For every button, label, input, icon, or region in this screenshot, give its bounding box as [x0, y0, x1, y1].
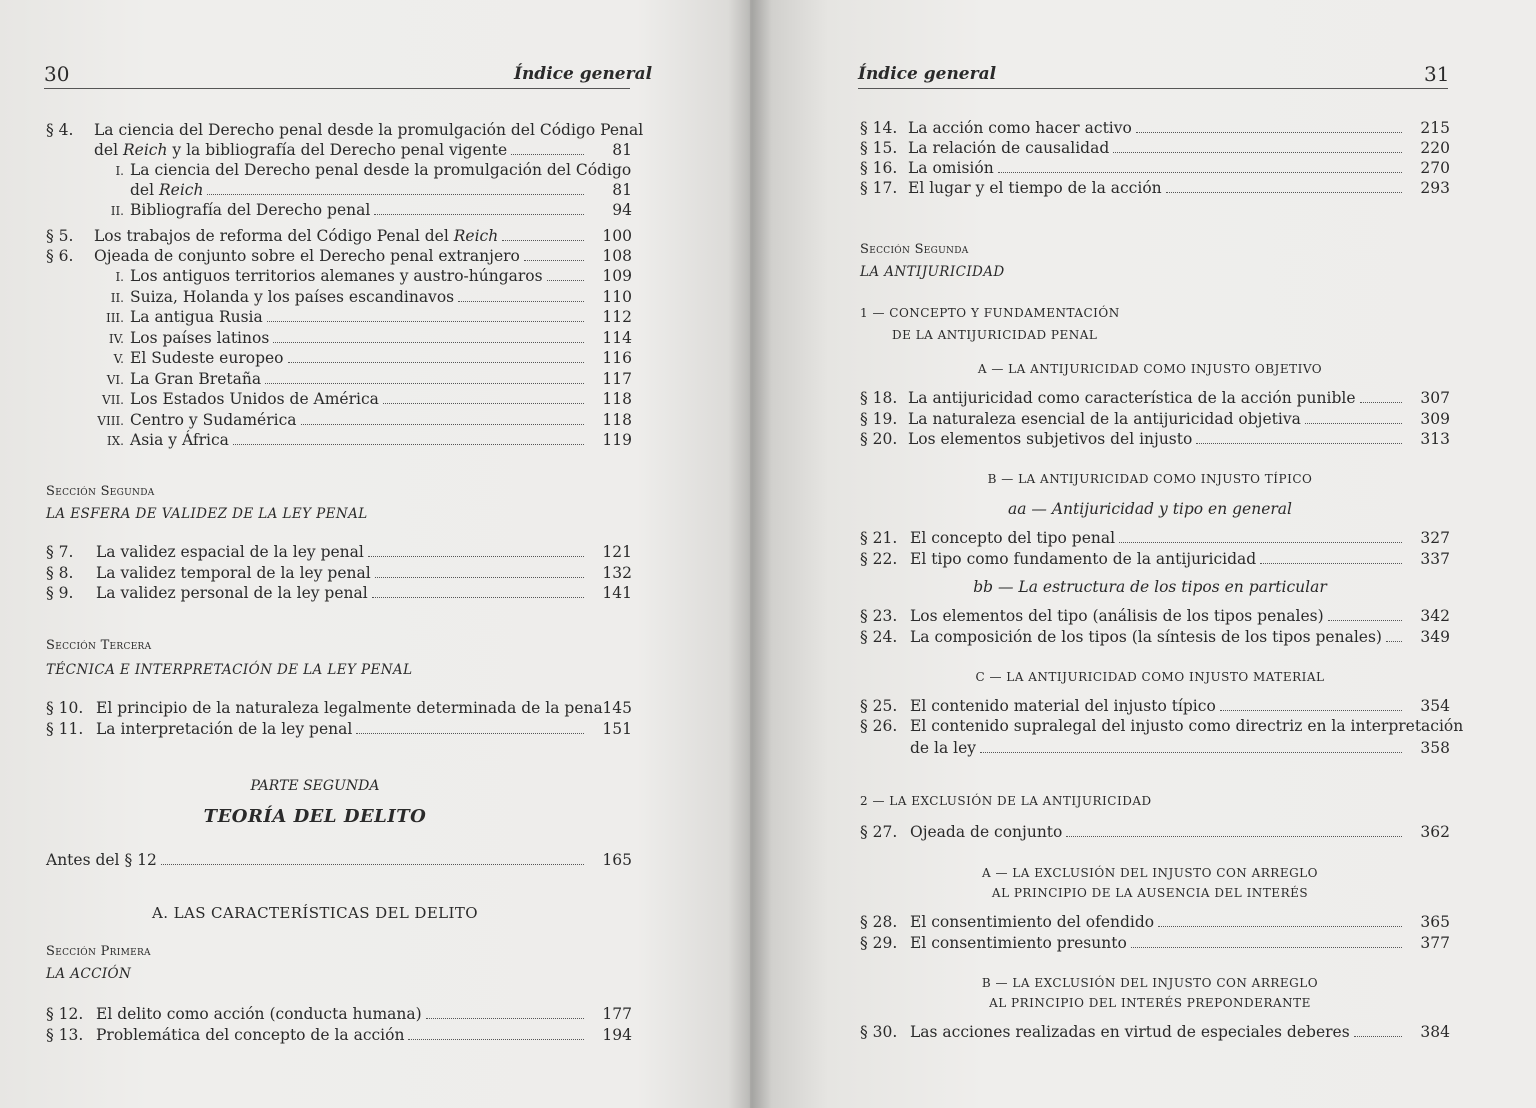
part-label: PARTE SEGUNDA	[250, 778, 380, 794]
dot-leader	[1131, 947, 1402, 948]
toc-entry	[46, 719, 632, 739]
toc-page: 220	[1420, 139, 1450, 157]
toc-text: El concepto del tipo penal	[910, 529, 1116, 547]
chapter-heading: 1 — CONCEPTO Y FUNDAMENTACIÓN	[860, 306, 1120, 320]
toc-text: Asia y África	[130, 431, 229, 449]
book-gutter	[728, 0, 772, 1108]
toc-page: 327	[1420, 529, 1450, 547]
toc-page: 194	[602, 1026, 632, 1044]
toc-text: La relación de causalidad	[908, 139, 1110, 157]
dot-leader	[1113, 152, 1402, 153]
toc-entry	[46, 369, 632, 389]
toc-entry	[46, 430, 632, 450]
toc-page: 118	[602, 390, 632, 408]
chapter-heading: A. LAS CARACTERÍSTICAS DEL DELITO	[152, 904, 478, 922]
subsection-heading: AL PRINCIPIO DEL INTERÉS PREPONDERANTE	[989, 996, 1311, 1010]
toc-number: § 10.	[46, 699, 84, 717]
toc-page: 112	[602, 308, 632, 326]
toc-entry: § 30. Las acciones realizadas en virtud de especiales deberes 384	[860, 1023, 1450, 1041]
part-title: TEORÍA DEL DELITO	[203, 806, 427, 827]
toc-entry	[860, 627, 1450, 647]
toc-entry	[860, 409, 1450, 429]
toc-entry: II. Bibliografía del Derecho penal 94	[110, 201, 632, 219]
toc-entry	[46, 389, 632, 409]
toc-entry	[46, 410, 632, 430]
toc-entry	[46, 348, 632, 368]
toc-text: El consentimiento presunto	[910, 933, 1127, 952]
dot-leader	[408, 1039, 584, 1040]
toc-entry	[860, 912, 1450, 932]
page-number: 31	[1424, 62, 1450, 86]
subsection-heading: B — LA ANTIJURICIDAD COMO INJUSTO TÍPICO	[987, 472, 1313, 486]
subsection-heading: C — LA ANTIJURICIDAD COMO INJUSTO MATERIAL	[975, 670, 1325, 684]
toc-entry: § 27. Ojeada de conjunto 362	[860, 823, 1450, 841]
subsection-heading: AL PRINCIPIO DE LA AUSENCIA DEL INTERÉS	[991, 886, 1309, 900]
toc-number: § 17.	[860, 179, 898, 197]
toc-text: La naturaleza esencial de la antijuricidad objetiva	[908, 409, 1301, 428]
toc-number: § 23.	[860, 607, 898, 625]
toc-entry	[46, 328, 632, 348]
toc-text: El principio de la naturaleza legalmente determinada de la pena	[96, 699, 603, 717]
dot-leader	[458, 301, 584, 302]
section-title: LA ACCIÓN	[46, 966, 132, 982]
toc-page: 109	[602, 267, 632, 285]
toc-entry: del Reich 81	[130, 181, 632, 199]
toc-text: El tipo como fundamento de la antijuricidad	[910, 549, 1257, 568]
chapter-heading: 2 — LA EXCLUSIÓN DE LA ANTIJURICIDAD	[860, 794, 1152, 808]
section-label: Sección Segunda	[46, 484, 155, 499]
toc-number: § 19.	[860, 409, 898, 428]
dot-leader	[998, 172, 1402, 173]
toc-text: El Sudeste europeo	[130, 349, 284, 367]
toc-text: La interpretación de la ley penal	[96, 719, 353, 738]
toc-page: 270	[1420, 159, 1450, 177]
dot-leader	[1119, 542, 1402, 543]
toc-entry	[860, 138, 1450, 158]
toc-number: § 9.	[46, 584, 74, 602]
dot-leader	[375, 577, 584, 578]
toc-text: La Gran Bretaña	[130, 369, 262, 388]
toc-page: 118	[602, 410, 632, 429]
toc-text: El consentimiento del ofendido	[910, 913, 1155, 931]
toc-text: Centro y Sudamérica	[130, 410, 297, 429]
toc-text: La validez personal de la ley penal	[96, 584, 368, 602]
toc-page: 151	[602, 719, 632, 738]
toc-page: 114	[602, 328, 632, 347]
toc-entry	[860, 178, 1450, 198]
toc-number: VII.	[102, 393, 124, 407]
dot-leader	[1328, 620, 1402, 621]
toc-text: Los Estados Unidos de América	[130, 390, 379, 408]
toc-number: § 16.	[860, 159, 898, 177]
toc-entry: § 6. Ojeada de conjunto sobre el Derecho penal extranjero 108	[46, 247, 632, 265]
page-number: 30	[44, 62, 70, 86]
toc-number: § 7.	[46, 543, 74, 561]
toc-number: § 29.	[860, 933, 898, 952]
dot-leader	[547, 280, 584, 281]
dot-leader	[1386, 641, 1402, 642]
dot-leader	[426, 1018, 584, 1019]
toc-number: I.	[115, 270, 124, 284]
toc-page: 293	[1420, 179, 1450, 197]
toc-number: § 13.	[46, 1026, 84, 1044]
toc-number: VI.	[106, 372, 124, 387]
toc-number: IV.	[108, 331, 124, 346]
dot-leader	[1260, 563, 1402, 564]
toc-page: 309	[1420, 409, 1450, 428]
toc-page: 177	[602, 1005, 632, 1023]
toc-page: 119	[602, 431, 632, 449]
toc-number: § 21.	[860, 529, 898, 547]
toc-number: § 12.	[46, 1005, 84, 1023]
toc-page: 307	[1420, 389, 1450, 407]
toc-entry	[860, 933, 1450, 953]
dot-leader	[288, 362, 584, 363]
toc-number: § 28.	[860, 913, 898, 931]
dot-leader	[368, 556, 584, 557]
toc-number: III.	[105, 311, 124, 325]
toc-text: El lugar y el tiempo de la acción	[908, 179, 1162, 197]
section-label: Sección Segunda	[860, 242, 969, 257]
toc-page: 110	[602, 287, 632, 306]
toc-page: 313	[1420, 430, 1450, 448]
toc-entry: del Reich y la bibliografía del Derecho penal vigente 81	[94, 141, 632, 159]
section-title: TÉCNICA E INTERPRETACIÓN DE LA LEY PENAL	[46, 662, 413, 678]
toc-entry: I. La ciencia del Derecho penal desde la promulgación del Código	[115, 161, 632, 179]
toc-entry	[860, 429, 1450, 449]
toc-entry: Antes del § 12 165	[46, 851, 632, 869]
toc-text: La antijuricidad como característica de la acción punible	[908, 389, 1356, 407]
toc-entry	[860, 388, 1450, 408]
toc-entry	[46, 698, 632, 718]
toc-entry: § 4. La ciencia del Derecho penal desde la promulgación del Código Penal	[46, 121, 644, 139]
dot-leader	[265, 383, 584, 384]
toc-page: 145	[602, 699, 632, 717]
dot-leader	[301, 424, 584, 425]
subsection-heading: aa — Antijuricidad y tipo en general	[1008, 500, 1292, 518]
toc-page: 132	[602, 563, 632, 582]
dot-leader	[1360, 402, 1402, 403]
toc-entry	[46, 287, 632, 307]
toc-page: 121	[602, 543, 632, 561]
toc-text: Los antiguos territorios alemanes y austro-húngaros	[130, 267, 543, 285]
dot-leader	[1136, 132, 1402, 133]
dot-leader	[1158, 926, 1402, 927]
section-label: Sección Tercera	[46, 638, 152, 653]
toc-page: 349	[1420, 627, 1450, 646]
chapter-heading: DE LA ANTIJURICIDAD PENAL	[892, 328, 1098, 342]
toc-number: IX.	[106, 434, 124, 448]
toc-number: § 22.	[860, 549, 898, 568]
toc-text: La antigua Rusia	[130, 308, 263, 326]
toc-number: § 24.	[860, 627, 898, 646]
dot-leader	[372, 597, 584, 598]
toc-number: § 18.	[860, 389, 898, 407]
toc-entry	[46, 1025, 632, 1045]
subsection-heading: B — LA EXCLUSIÓN DEL INJUSTO CON ARREGLO	[981, 976, 1319, 990]
section-title: LA ESFERA DE VALIDEZ DE LA LEY PENAL	[46, 506, 368, 522]
toc-page: 215	[1420, 119, 1450, 137]
toc-page: 365	[1420, 913, 1450, 931]
toc-entry: § 26. El contenido supralegal del injusto como directriz en la interpretación	[860, 717, 1464, 735]
left-page	[0, 0, 750, 1108]
section-label: Sección Primera	[46, 944, 151, 959]
toc-number: V.	[113, 352, 124, 366]
toc-number: § 11.	[46, 719, 84, 738]
toc-text: El delito como acción (conducta humana)	[96, 1005, 422, 1023]
subsection-heading: bb — La estructura de los tipos en particular	[973, 578, 1327, 596]
section-title: LA ANTIJURICIDAD	[860, 264, 1005, 280]
toc-number: § 8.	[46, 563, 74, 582]
toc-entry	[46, 583, 632, 603]
header-rule	[44, 88, 630, 89]
toc-entry	[860, 118, 1450, 138]
toc-text: La validez temporal de la ley penal	[96, 563, 371, 582]
toc-text: Problemática del concepto de la acción	[96, 1026, 405, 1044]
toc-page: 342	[1420, 607, 1450, 625]
toc-number: § 20.	[860, 430, 898, 448]
toc-entry	[860, 606, 1450, 626]
toc-entry	[46, 266, 632, 286]
dot-leader	[1196, 443, 1402, 444]
toc-number: VIII.	[97, 413, 124, 428]
dot-leader	[273, 342, 584, 343]
subsection-heading: A — LA EXCLUSIÓN DEL INJUSTO CON ARREGLO	[982, 866, 1318, 880]
toc-entry: § 25. El contenido material del injusto típico 354	[860, 697, 1450, 715]
toc-number: § 15.	[860, 139, 898, 157]
toc-page: 337	[1420, 549, 1450, 568]
dot-leader	[1305, 423, 1402, 424]
right-page	[750, 0, 1536, 1108]
toc-page: 141	[602, 584, 632, 602]
dot-leader	[267, 321, 584, 322]
toc-entry	[46, 307, 632, 327]
toc-entry	[46, 563, 632, 583]
header-rule	[858, 88, 1448, 89]
dot-leader	[356, 733, 584, 734]
toc-text: La composición de los tipos (la síntesis de los tipos penales)	[910, 627, 1382, 646]
toc-page: 117	[602, 369, 632, 388]
dot-leader	[233, 444, 584, 445]
toc-entry: de la ley 358	[910, 739, 1450, 757]
running-title: Índice general	[514, 64, 653, 84]
toc-text: Los elementos subjetivos del injusto	[908, 430, 1193, 448]
toc-entry	[860, 158, 1450, 178]
toc-entry	[46, 542, 632, 562]
running-title: Índice general	[858, 64, 997, 84]
toc-page: 377	[1420, 933, 1450, 952]
toc-entry	[46, 1004, 632, 1024]
toc-text: Los elementos del tipo (análisis de los tipos penales)	[910, 607, 1324, 625]
toc-text: La validez espacial de la ley penal	[96, 543, 364, 561]
toc-text: Los países latinos	[130, 328, 270, 347]
toc-entry: § 5. Los trabajos de reforma del Código Penal del Reich 100	[46, 227, 632, 245]
toc-text: Suiza, Holanda y los países escandinavos	[130, 287, 455, 306]
dot-leader	[1166, 192, 1402, 193]
toc-number: II.	[110, 290, 124, 305]
toc-number: § 14.	[860, 119, 898, 137]
toc-page: 116	[602, 349, 632, 367]
toc-text: La acción como hacer activo	[908, 119, 1132, 137]
toc-entry	[860, 549, 1450, 569]
subsection-heading: A — LA ANTIJURICIDAD COMO INJUSTO OBJETIVO	[977, 362, 1323, 376]
dot-leader	[383, 403, 584, 404]
toc-entry	[860, 528, 1450, 548]
toc-text: La omisión	[908, 159, 994, 177]
